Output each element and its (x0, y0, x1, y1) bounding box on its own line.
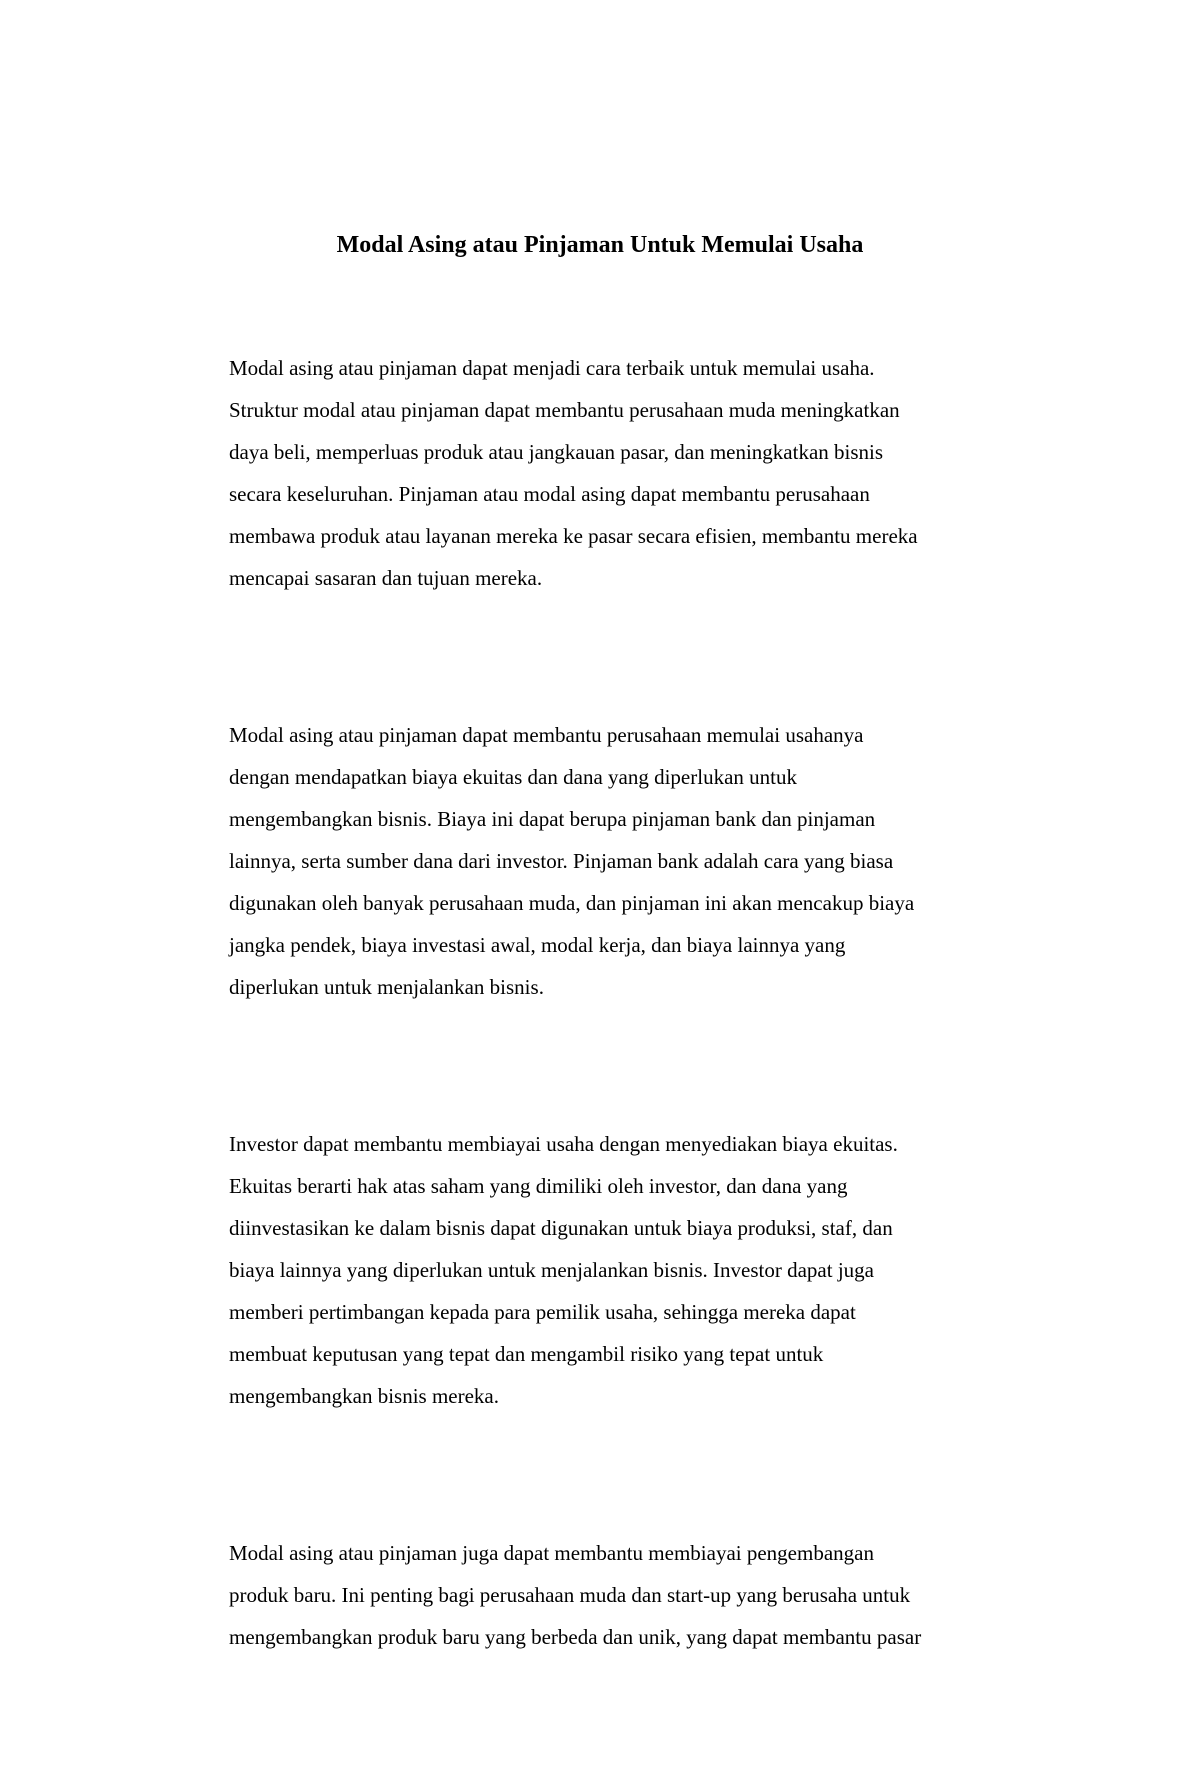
text-line: mencapai sasaran dan tujuan mereka. (229, 566, 543, 590)
text-line: diperlukan untuk menjalankan bisnis. (229, 975, 544, 999)
text-line: membawa produk atau layanan mereka ke pasar secara efisien, membantu mereka (229, 524, 918, 548)
text-line: memberi pertimbangan kepada para pemilik usaha, sehingga mereka dapat (229, 1300, 856, 1324)
document-title: Modal Asing atau Pinjaman Untuk Memulai Usaha (336, 232, 864, 258)
text-line: jangka pendek, biaya investasi awal, modal kerja, dan biaya lainnya yang (229, 933, 846, 957)
text-line: diinvestasikan ke dalam bisnis dapat digunakan untuk biaya produksi, staf, dan (229, 1216, 893, 1240)
text-line: Struktur modal atau pinjaman dapat membantu perusahaan muda meningkatkan (229, 398, 900, 422)
text-line: produk baru. Ini penting bagi perusahaan muda dan start-up yang berusaha untuk (229, 1583, 911, 1607)
paragraph-2 (229, 714, 1034, 1008)
paragraph-4 (229, 1532, 1034, 1658)
text-line: biaya lainnya yang diperlukan untuk menjalankan bisnis. Investor dapat juga (229, 1258, 874, 1282)
text-line: lainnya, serta sumber dana dari investor. Pinjaman bank adalah cara yang biasa (229, 849, 894, 873)
paragraph-1 (229, 347, 1034, 599)
text-line: Investor dapat membantu membiayai usaha dengan menyediakan biaya ekuitas. (229, 1132, 898, 1156)
text-line: Modal asing atau pinjaman dapat membantu perusahaan memulai usahanya (229, 723, 864, 747)
text-line: mengembangkan produk baru yang berbeda dan unik, yang dapat membantu pasar (229, 1625, 922, 1649)
text-line: digunakan oleh banyak perusahaan muda, dan pinjaman ini akan mencakup biaya (229, 891, 915, 915)
text-line: Ekuitas berarti hak atas saham yang dimiliki oleh investor, dan dana yang (229, 1174, 848, 1198)
text-line: membuat keputusan yang tepat dan mengambil risiko yang tepat untuk (229, 1342, 824, 1366)
text-line: Modal asing atau pinjaman dapat menjadi cara terbaik untuk memulai usaha. (229, 356, 875, 380)
text-line: mengembangkan bisnis mereka. (229, 1384, 500, 1408)
text-line: dengan mendapatkan biaya ekuitas dan dana yang diperlukan untuk (229, 765, 797, 789)
document-body (229, 347, 1034, 1773)
text-line: secara keseluruhan. Pinjaman atau modal asing dapat membantu perusahaan (229, 482, 870, 506)
text-line: Modal asing atau pinjaman juga dapat membantu membiayai pengembangan (229, 1541, 874, 1565)
text-line: daya beli, memperluas produk atau jangkauan pasar, dan meningkatkan bisnis (229, 440, 884, 464)
paragraph-3 (229, 1123, 1034, 1417)
text-line: mengembangkan bisnis. Biaya ini dapat berupa pinjaman bank dan pinjaman (229, 807, 876, 831)
